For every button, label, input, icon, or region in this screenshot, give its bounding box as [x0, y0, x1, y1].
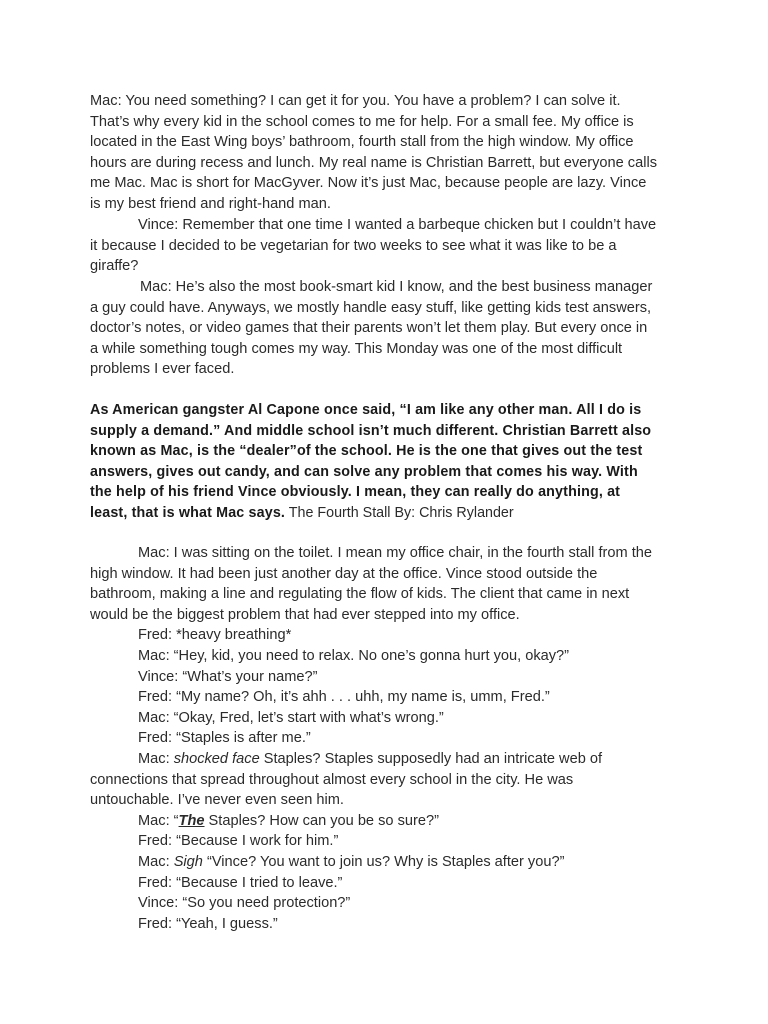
text-line: problems I ever faced.	[90, 361, 235, 378]
text-line: untouchable. I’ve never even seen him.	[90, 792, 344, 809]
dialogue-text: Staples? Staples supposedly had an intricate web of	[259, 750, 603, 767]
text-line: a while something tough comes my way. This Monday was one of the most difficult	[90, 340, 623, 357]
text-line: a guy could have. Anyways, we mostly handle easy stuff, like getting kids test answers,	[90, 299, 652, 316]
dialogue-line: Vince: “What’s your name?”	[138, 668, 318, 685]
text-line: it because I decided to be vegetarian for two weeks to see what it was like to be a	[90, 237, 617, 254]
dialogue-line: Fred: “Staples is after me.”	[138, 730, 311, 747]
dialogue-line	[90, 852, 690, 873]
stage-direction: shocked face	[173, 750, 260, 767]
text-line: connections that spread throughout almost every school in the city. He was	[90, 771, 574, 788]
text-line	[90, 503, 690, 524]
speaker-label: Mac: “	[138, 812, 179, 829]
text-line: would be the biggest problem that had ever stepped into my office.	[90, 606, 520, 623]
book-citation: The Fourth Stall By: Chris Rylander	[285, 504, 514, 521]
dialogue-line: Mac: “Okay, Fred, let’s start with what’s wrong.”	[138, 709, 444, 726]
text-line: the help of his friend Vince obviously. I mean, they can really do anything, at	[90, 484, 621, 501]
text-line: answers, gives out candy, and can solve any problem that comes his way. With	[90, 463, 638, 480]
dialogue-line: Fred: *heavy breathing*	[138, 627, 292, 644]
dialogue-line: Fred: “My name? Oh, it’s ahh . . . uhh, my name is, umm, Fred.”	[138, 689, 550, 706]
summary-paragraph	[90, 400, 690, 524]
text-line: bathroom, making a line and regulating the flow of kids. The client that came in next	[90, 586, 630, 603]
text-line: doctor’s notes, or video games that their parents won’t let them play. But every once in	[90, 320, 648, 337]
summary-last-line: least, that is what Mac says.	[90, 504, 286, 521]
text-line: Mac: I was sitting on the toilet. I mean my office chair, in the fourth stall from the	[138, 545, 652, 561]
speaker-label: Mac:	[138, 750, 174, 767]
dialogue-text: Staples? How can you be so sure?”	[204, 812, 439, 829]
text-line: Vince: Remember that one time I wanted a barbeque chicken but I couldn’t have	[138, 217, 657, 233]
text-line: hours are during recess and lunch. My real name is Christian Barrett, but everyone calls	[90, 154, 657, 171]
vince-paragraph	[90, 215, 690, 277]
dialogue-line	[90, 811, 690, 832]
intro-paragraph	[90, 91, 690, 215]
text-line: supply a demand.” And middle school isn’t much different. Christian Barrett also	[90, 422, 652, 439]
text-line: me Mac. Mac is short for MacGyver. Now it’s just Mac, because people are lazy. Vince	[90, 175, 647, 192]
scene-section	[90, 543, 690, 934]
text-line: Mac: You need something? I can get it for you. You have a problem? I can solve it.	[90, 93, 621, 109]
text-line: located in the East Wing boys’ bathroom, fourth stall from the high window. My office	[90, 134, 634, 151]
text-line: high window. It had been just another day at the office. Vince stood outside the	[90, 565, 598, 582]
dialogue-line	[90, 749, 690, 770]
mac-paragraph	[90, 277, 690, 380]
text-line: Mac: He’s also the most book-smart kid I know, and the best business manager	[140, 279, 653, 295]
dialogue-line: Fred: “Because I work for him.”	[138, 833, 339, 850]
text-line: known as Mac, is the “dealer”of the school. He is the one that gives out the test	[90, 443, 643, 460]
text-line: As American gangster Al Capone once said, “I am like any other man. All I do is	[90, 402, 642, 418]
speaker-label: Mac:	[138, 853, 174, 870]
dialogue-line: Vince: “So you need protection?”	[138, 895, 351, 912]
text-line: giraffe?	[90, 258, 139, 275]
text-line: That’s why every kid in the school comes to me for help. For a small fee. My office is	[90, 113, 634, 130]
stage-direction: Sigh	[173, 853, 203, 870]
dialogue-line: Fred: “Because I tried to leave.”	[138, 874, 343, 891]
dialogue-line: Mac: “Hey, kid, you need to relax. No one’s gonna hurt you, okay?”	[138, 647, 570, 664]
dialogue-line: Fred: “Yeah, I guess.”	[138, 915, 278, 932]
text-line: is my best friend and right-hand man.	[90, 195, 331, 212]
emphasized-word: The	[178, 812, 205, 829]
dialogue-text: “Vince? You want to join us? Why is Staples after you?”	[202, 853, 565, 870]
